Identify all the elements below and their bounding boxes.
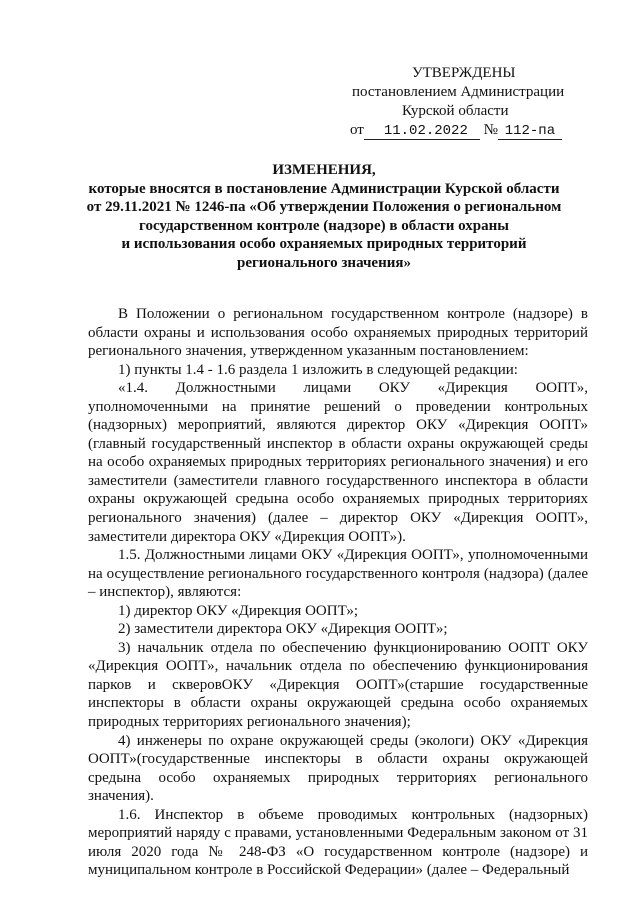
title-line-4: и использования особо охраняемых природных территорий [121,236,527,252]
list-item-director: 1) директор ОКУ «Дирекция ООПТ»; [118,602,359,619]
title-heading: ИЗМЕНЕНИЯ, [272,162,376,178]
paragraph-1-5: 1.5. Должностными лицами ОКУ «Дирекция ООПТ», уполномоченными на осуществление регионального государственного контроля (надзора) (далее – инспектор), являются: [88,547,588,601]
title-line-2: от 29.11.2021 № 1246-па «Об утверждении Положения о региональном [86,199,562,215]
number-sign: № [483,122,498,138]
paragraph-1-4: «1.4. Должностными лицами ОКУ «Дирекция ООПТ», уполномоченными на принятие решений о проведении контрольных (надзорных) мероприятий, являются директор ОКУ «Дирекция ООПТ» (главный государственный инспектор в области охраны окружающей среды на особо охраняемых природных территориях регионального значения) и его заместители (заместители главного государственного инспектора в области охраны окружающей средына особо охраняемых природных территориях регионального значения) (далее – директор ОКУ «Дирекция ООПТ», заместители директора ОКУ «Дирекция ООПТ»). [88,380,588,545]
title-line-1: которые вносятся в постановление Администрации Курской области [88,180,560,197]
list-item-engineers: 4) инженеры по охране окружающей среды (экологи) ОКУ «Дирекция ООПТ»(государственные инспекторы в области охраны окружающей средына особо охраняемых природных территориях регионального значения). [88,732,588,805]
date-prefix: от [350,122,364,138]
document-body [88,305,588,880]
document-title [60,161,588,272]
list-item-department-heads: 3) начальник отдела по обеспечению функционированию ООПТ ОКУ «Дирекция ООПТ», начальник отдела по обеспечению функционирования парков и скверовОКУ «Дирекция ООПТ»(старшие государственные инспекторы в области охраны окружающей средына особо охраняемых природных территориях регионального значения); [88,639,588,731]
approval-date: 11.02.2022 [364,124,480,140]
approval-date-line [350,121,590,140]
approval-authority: постановлением Администрации [352,84,565,100]
approval-region: Курской области [402,103,509,119]
list-item-deputies: 2) заместители директора ОКУ «Дирекция ООПТ»; [118,621,448,638]
paragraph-item-1: 1) пункты 1.4 - 1.6 раздела 1 изложить в следующей редакции: [118,361,518,378]
approval-heading: УТВЕРЖДЕНЫ [412,65,516,81]
approval-number: 112-па [498,124,562,140]
title-line-5: регионального значения» [237,254,411,271]
approval-stamp [350,64,590,140]
paragraph-intro: В Положении о региональном государственном контроле (надзоре) в области охраны и использования особо охраняемых природных территорий регионального значения, утвержденном указанным постановлением: [88,306,588,360]
paragraph-1-6: 1.6. Инспектор в объеме проводимых контрольных (надзорных) мероприятий наряду с правами, установленными Федеральным законом от 31 июля 2020 года № 248-ФЗ «О государственном контроле (надзоре) и муниципальном контроле в Российской Федерации» (далее – Федеральный [88,806,588,879]
title-line-3: государственном контроле (надзоре) в области охраны [139,217,509,234]
